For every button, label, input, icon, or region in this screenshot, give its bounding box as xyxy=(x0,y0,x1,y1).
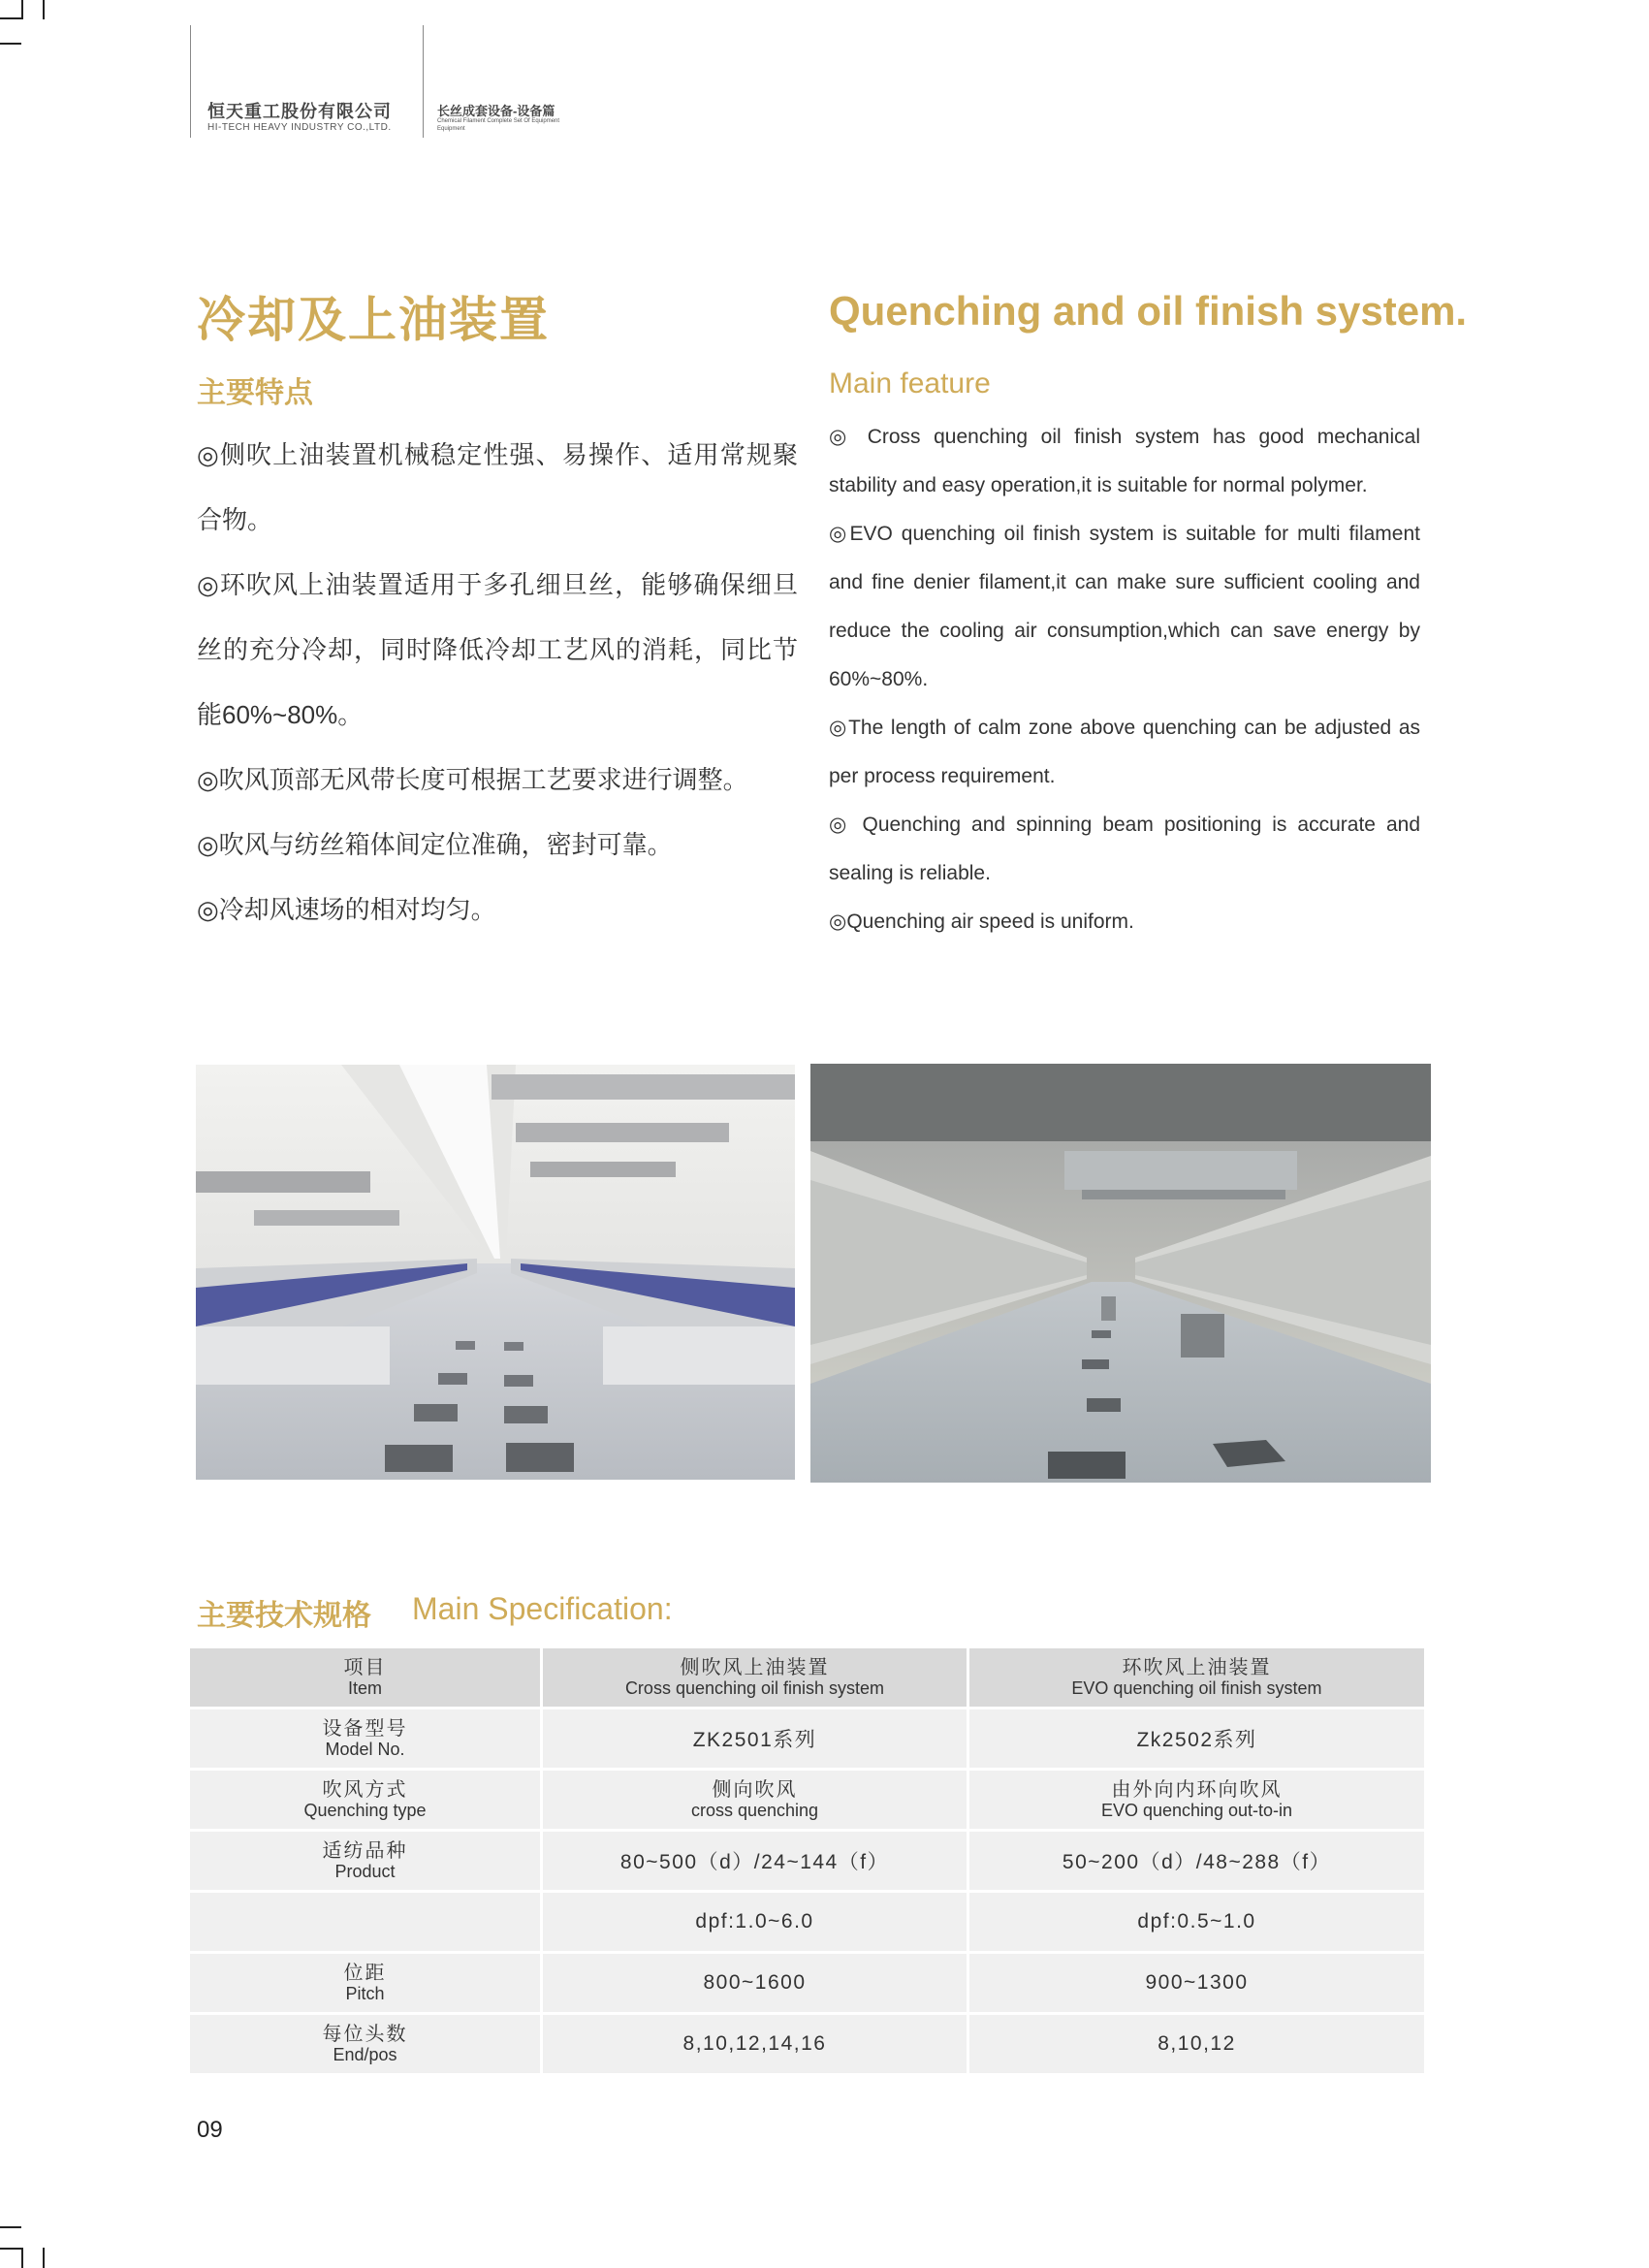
table-cell xyxy=(969,1771,1427,1832)
cell-value: ZK2501系列 xyxy=(692,1729,817,1751)
features-en xyxy=(829,413,1420,946)
feature-cn-item: ◎环吹风上油装置适用于多孔细旦丝，能够确保细旦丝的充分冷却，同时降低冷却工艺风的消耗，同比节能60%~80%。 xyxy=(197,570,798,729)
row-label-cn: 吹风方式 xyxy=(322,1779,408,1801)
row-label-en: Product xyxy=(334,1862,396,1881)
header-cross-en: Cross quenching oil finish system xyxy=(624,1678,885,1698)
table-cell xyxy=(969,1954,1427,2015)
header-divider xyxy=(190,25,191,138)
spec-title-cn: 主要技术规格 xyxy=(197,1600,371,1632)
feature-en-item: ◎Quenching air speed is uniform. xyxy=(829,910,1134,933)
row-label-cn: 设备型号 xyxy=(322,1718,408,1740)
company-name-en: HI-TECH HEAVY INDUSTRY CO.,LTD. xyxy=(207,122,392,133)
crop-mark xyxy=(43,2248,45,2268)
header-evo-cn: 环吹风上油装置 xyxy=(1122,1657,1272,1678)
crop-mark xyxy=(0,17,21,19)
cell-value: 900~1300 xyxy=(1145,1971,1249,1994)
cell-value: 800~1600 xyxy=(703,1971,807,1994)
table-header-row xyxy=(190,1648,1427,1709)
header-evo-en: EVO quenching oil finish system xyxy=(1071,1678,1322,1698)
row-label-en: Model No. xyxy=(325,1740,405,1759)
cell-value-cn: 由外向内环向吹风 xyxy=(1111,1779,1283,1801)
feature-cn-item: ◎冷却风速场的相对均匀。 xyxy=(197,895,496,924)
cell-value: Zk2502系列 xyxy=(1136,1729,1257,1751)
crop-mark xyxy=(43,0,45,19)
crop-mark xyxy=(0,2226,21,2228)
table-cell xyxy=(969,1832,1427,1893)
cell-value-cn: 侧向吹风 xyxy=(712,1779,798,1801)
table-cell xyxy=(190,2015,543,2076)
header-cross-cn: 侧吹风上油装置 xyxy=(680,1657,830,1678)
row-label-en: Pitch xyxy=(345,1984,385,2003)
table-row xyxy=(190,1832,1427,1893)
table-row xyxy=(190,2015,1427,2076)
feature-en-item: ◎The length of calm zone above quenching can be adjusted as per process requirement. xyxy=(829,717,1420,787)
table-cell xyxy=(190,1893,543,1954)
table-row xyxy=(190,1893,1427,1954)
row-label-cn: 每位头数 xyxy=(322,2024,408,2045)
subtitle-cn: 主要特点 xyxy=(197,377,313,409)
cell-value: dpf:1.0~6.0 xyxy=(695,1910,814,1933)
photo-cross-quenching-hall xyxy=(196,1065,795,1480)
section-title-cn: 长丝成套设备-设备篇 xyxy=(437,104,555,118)
header-item-cn: 项目 xyxy=(343,1657,387,1678)
feature-cn-item: ◎吹风顶部无风带长度可根据工艺要求进行调整。 xyxy=(197,765,748,794)
table-cell xyxy=(190,1771,543,1832)
table-row xyxy=(190,1709,1427,1771)
cell-value: 8,10,12,14,16 xyxy=(682,2032,827,2055)
features-cn xyxy=(197,423,798,942)
table-cell xyxy=(969,1648,1427,1709)
row-label-en: End/pos xyxy=(333,2045,397,2064)
table-cell xyxy=(190,1709,543,1771)
table-cell xyxy=(543,1832,969,1893)
header-divider xyxy=(423,25,424,138)
photo-evo-quenching-hall xyxy=(810,1064,1431,1483)
crop-mark xyxy=(0,43,21,45)
crop-mark xyxy=(21,0,23,19)
table-cell xyxy=(543,1771,969,1832)
table-cell xyxy=(543,1893,969,1954)
table-cell xyxy=(190,1832,543,1893)
table-cell xyxy=(543,1954,969,2015)
table-cell xyxy=(543,1648,969,1709)
row-label-cn: 适纺品种 xyxy=(322,1840,408,1862)
feature-cn-item: ◎吹风与纺丝箱体间定位准确，密封可靠。 xyxy=(197,830,673,859)
table-cell xyxy=(969,1709,1427,1771)
spec-table xyxy=(190,1648,1427,2076)
cell-value: 50~200（d）/48~288（f） xyxy=(1062,1851,1332,1873)
subtitle-en: Main feature xyxy=(829,367,991,399)
section-title-en: Chemical Filament Complete Set Of Equipment Equipment xyxy=(437,118,560,132)
feature-en-item: ◎ Quenching and spinning beam positioning is accurate and sealing is reliable. xyxy=(829,814,1420,884)
table-row xyxy=(190,1954,1427,2015)
table-cell xyxy=(969,1893,1427,1954)
table-row xyxy=(190,1771,1427,1832)
table-cell xyxy=(969,2015,1427,2076)
cell-value: dpf:0.5~1.0 xyxy=(1137,1910,1256,1933)
feature-en-item: ◎EVO quenching oil finish system is suitable for multi filament and fine denier filament,it can make sure sufficient cooling and reduce the cooling air consumption,which can save energy by 60%~80%. xyxy=(829,523,1420,690)
cell-value: 80~500（d）/24~144（f） xyxy=(619,1851,890,1873)
cell-value: 8,10,12 xyxy=(1157,2032,1236,2055)
page-title-cn: 冷却及上油装置 xyxy=(197,293,550,347)
table-cell xyxy=(190,1954,543,2015)
row-label-cn: 位距 xyxy=(343,1963,387,1984)
crop-mark xyxy=(21,2248,23,2268)
feature-en-item: ◎ Cross quenching oil finish system has good mechanical stability and easy operation,it is suitable for normal polymer. xyxy=(829,426,1420,496)
table-cell xyxy=(190,1648,543,1709)
spec-title-en: Main Specification: xyxy=(412,1591,673,1626)
feature-cn-item: ◎侧吹上油装置机械稳定性强、易操作、适用常规聚合物。 xyxy=(197,440,798,534)
header-item-en: Item xyxy=(347,1678,382,1698)
cell-value-en: cross quenching xyxy=(690,1801,819,1820)
row-label-en: Quenching type xyxy=(303,1801,427,1820)
page-number: 09 xyxy=(197,2117,223,2143)
crop-mark xyxy=(0,2248,21,2250)
table-cell xyxy=(543,1709,969,1771)
page-title-en: Quenching and oil finish system. xyxy=(829,288,1468,334)
company-name-cn: 恒天重工股份有限公司 xyxy=(207,102,392,121)
cell-value-en: EVO quenching out-to-in xyxy=(1100,1801,1293,1820)
table-cell xyxy=(543,2015,969,2076)
